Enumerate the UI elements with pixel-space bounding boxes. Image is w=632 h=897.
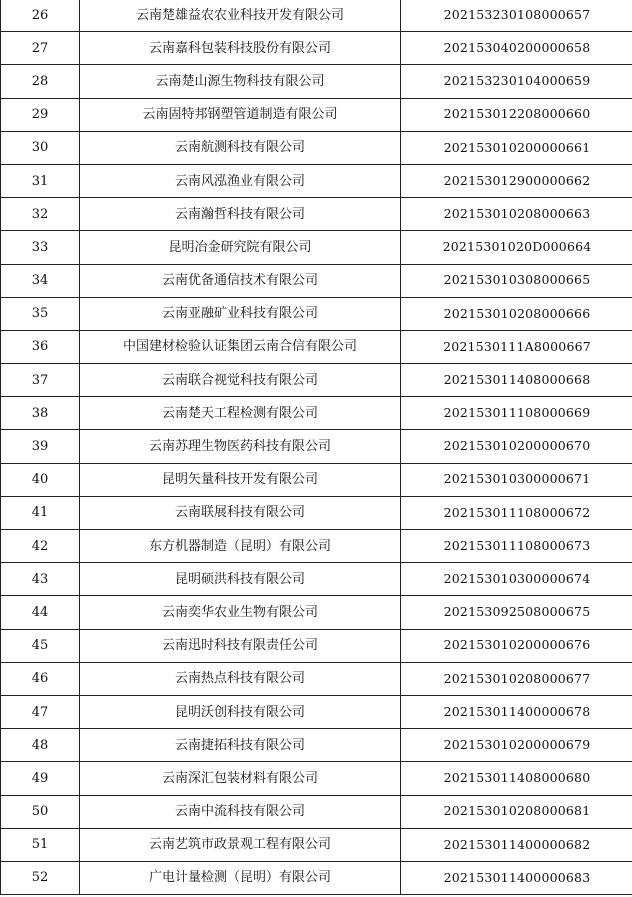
table-row <box>1 297 632 330</box>
table-row <box>1 164 632 197</box>
row-number: 36 <box>1 330 80 363</box>
company-name: 云南热点科技有限公司 <box>80 662 401 695</box>
row-number: 46 <box>1 662 80 695</box>
registration-code: 202153011408000680 <box>401 762 632 795</box>
company-name: 云南瀚哲科技有限公司 <box>80 198 401 231</box>
company-name: 昆明硕洪科技有限公司 <box>80 563 401 596</box>
company-name: 云南中流科技有限公司 <box>80 795 401 828</box>
row-number: 43 <box>1 563 80 596</box>
row-number: 38 <box>1 397 80 430</box>
registration-code: 202153010200000670 <box>401 430 632 463</box>
row-number: 32 <box>1 198 80 231</box>
row-number: 31 <box>1 164 80 197</box>
registration-code: 202153011400000678 <box>401 695 632 728</box>
row-number: 40 <box>1 463 80 496</box>
table-row <box>1 32 632 65</box>
registration-code: 202153011400000683 <box>401 861 632 894</box>
registration-code: 202153010200000679 <box>401 729 632 762</box>
row-number: 52 <box>1 861 80 894</box>
company-name: 云南风泓渔业有限公司 <box>80 164 401 197</box>
row-number: 51 <box>1 828 80 861</box>
company-name: 云南捷拓科技有限公司 <box>80 729 401 762</box>
row-number: 35 <box>1 297 80 330</box>
table-row <box>1 496 632 529</box>
row-number: 48 <box>1 729 80 762</box>
row-number: 26 <box>1 0 80 32</box>
table-row <box>1 98 632 131</box>
registration-code: 202153010308000665 <box>401 264 632 297</box>
row-number: 30 <box>1 131 80 164</box>
company-name: 云南奕华农业生物有限公司 <box>80 596 401 629</box>
company-name: 东方机器制造（昆明）有限公司 <box>80 530 401 563</box>
registration-code: 202153092508000675 <box>401 596 632 629</box>
table-row <box>1 596 632 629</box>
company-name: 云南嘉科包装科技股份有限公司 <box>80 32 401 65</box>
row-number: 47 <box>1 695 80 728</box>
table-row <box>1 330 632 363</box>
table-row <box>1 198 632 231</box>
company-name: 云南深汇包装材料有限公司 <box>80 762 401 795</box>
table-row <box>1 65 632 98</box>
row-number: 29 <box>1 98 80 131</box>
company-name: 中国建材检验认证集团云南合信有限公司 <box>80 330 401 363</box>
table-row <box>1 430 632 463</box>
registration-code: 202153010208000681 <box>401 795 632 828</box>
table-row <box>1 762 632 795</box>
company-name: 云南艺筑市政景观工程有限公司 <box>80 828 401 861</box>
company-name: 云南楚天工程检测有限公司 <box>80 397 401 430</box>
company-name: 云南苏理生物医药科技有限公司 <box>80 430 401 463</box>
registration-code: 202153011108000673 <box>401 530 632 563</box>
table-row <box>1 828 632 861</box>
company-name: 云南亚融矿业科技有限公司 <box>80 297 401 330</box>
row-number: 42 <box>1 530 80 563</box>
table-row <box>1 530 632 563</box>
registration-code: 202153011408000668 <box>401 364 632 397</box>
table-row <box>1 0 632 32</box>
registration-code: 2021530111A8000667 <box>401 330 632 363</box>
row-number: 50 <box>1 795 80 828</box>
table-row <box>1 563 632 596</box>
table-body <box>1 0 632 895</box>
table-row <box>1 662 632 695</box>
table-row <box>1 629 632 662</box>
registration-code: 202153011400000682 <box>401 828 632 861</box>
table-row <box>1 695 632 728</box>
row-number: 49 <box>1 762 80 795</box>
company-name: 云南迅时科技有限责任公司 <box>80 629 401 662</box>
registration-code: 20215301020D000664 <box>401 231 632 264</box>
row-number: 33 <box>1 231 80 264</box>
company-name: 云南楚雄益农农业科技开发有限公司 <box>80 0 401 32</box>
company-name: 云南航测科技有限公司 <box>80 131 401 164</box>
company-name: 昆明矢量科技开发有限公司 <box>80 463 401 496</box>
registration-code: 202153010200000661 <box>401 131 632 164</box>
company-name: 云南联合视觉科技有限公司 <box>80 364 401 397</box>
row-number: 28 <box>1 65 80 98</box>
table-row <box>1 231 632 264</box>
registration-code: 202153010300000674 <box>401 563 632 596</box>
company-name: 昆明沃创科技有限公司 <box>80 695 401 728</box>
table-row <box>1 264 632 297</box>
row-number: 34 <box>1 264 80 297</box>
company-name: 昆明冶金研究院有限公司 <box>80 231 401 264</box>
company-name: 云南固特邦钢塑管道制造有限公司 <box>80 98 401 131</box>
row-number: 39 <box>1 430 80 463</box>
registration-code: 202153010208000663 <box>401 198 632 231</box>
registration-code: 202153012900000662 <box>401 164 632 197</box>
table-row <box>1 795 632 828</box>
company-name: 云南联展科技有限公司 <box>80 496 401 529</box>
registration-code: 202153011108000669 <box>401 397 632 430</box>
registration-code: 202153010208000677 <box>401 662 632 695</box>
table-row <box>1 463 632 496</box>
row-number: 44 <box>1 596 80 629</box>
table-row <box>1 131 632 164</box>
registration-code: 202153230108000657 <box>401 0 632 32</box>
registration-code: 202153010208000666 <box>401 297 632 330</box>
registration-code: 202153011108000672 <box>401 496 632 529</box>
row-number: 45 <box>1 629 80 662</box>
row-number: 41 <box>1 496 80 529</box>
table-row <box>1 364 632 397</box>
table-row <box>1 397 632 430</box>
registration-code: 202153012208000660 <box>401 98 632 131</box>
registration-code: 202153010300000671 <box>401 463 632 496</box>
table-row <box>1 729 632 762</box>
registration-code: 202153040200000658 <box>401 32 632 65</box>
company-name: 广电计量检测（昆明）有限公司 <box>80 861 401 894</box>
registration-code: 202153230104000659 <box>401 65 632 98</box>
registration-code: 202153010200000676 <box>401 629 632 662</box>
company-name: 云南优备通信技术有限公司 <box>80 264 401 297</box>
row-number: 27 <box>1 32 80 65</box>
row-number: 37 <box>1 364 80 397</box>
company-name: 云南楚山源生物科技有限公司 <box>80 65 401 98</box>
table-row <box>1 861 632 894</box>
